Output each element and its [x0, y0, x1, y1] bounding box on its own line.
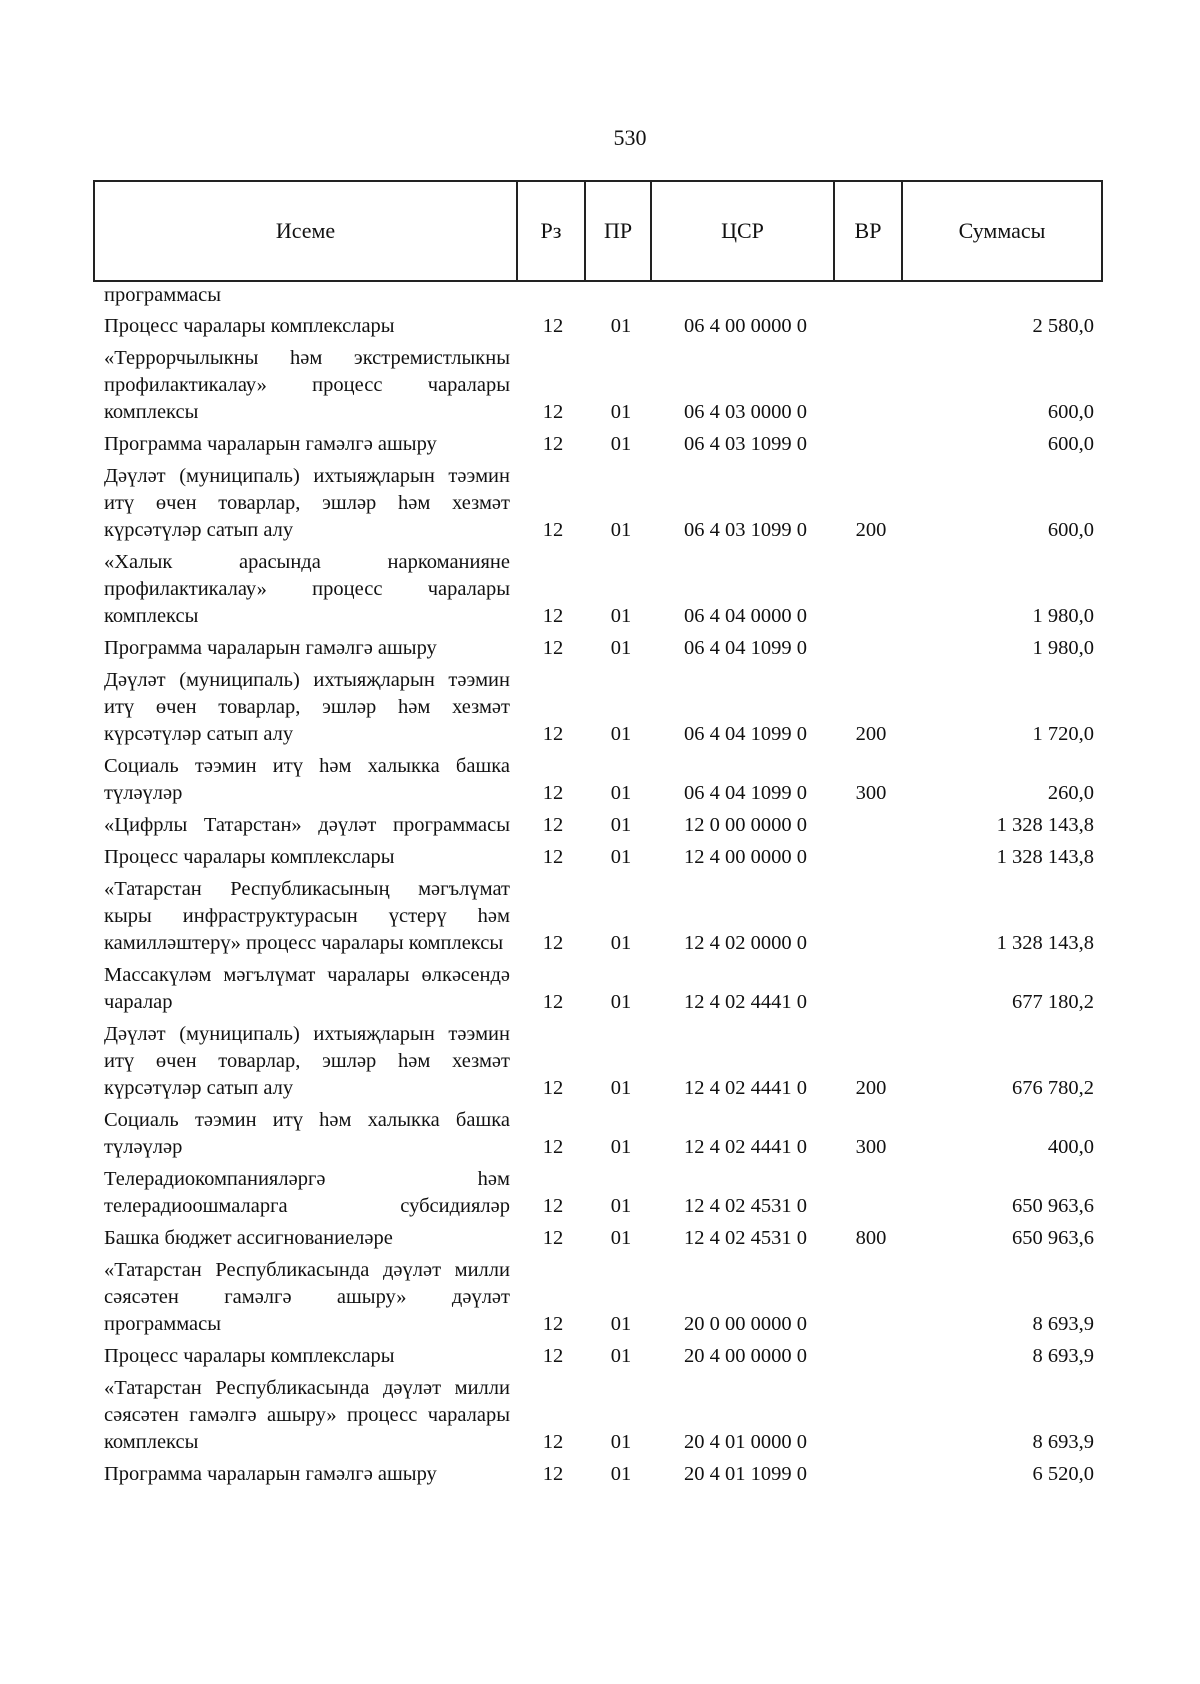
header-rz: Рз: [518, 182, 586, 280]
row-pr: 01: [610, 1463, 632, 1485]
header-pr: ПР: [586, 182, 652, 280]
row-name: «Халык арасында наркоманияне профилактикалау» процесс чаралары комплексы: [104, 551, 510, 627]
header-csr: ЦСР: [652, 182, 835, 280]
row-rz: 12: [542, 1227, 564, 1249]
row-pr: 01: [610, 1431, 632, 1453]
row-name: Социаль тәэмин итү һәм халыкка башка түләүләр: [104, 1109, 510, 1158]
table-row: [104, 345, 1098, 426]
row-pr: 01: [610, 846, 632, 868]
row-sum: 650 963,6: [1012, 1227, 1094, 1249]
row-pr: 01: [610, 401, 632, 423]
row-sum: 1 720,0: [1032, 723, 1094, 745]
row-pr: 01: [610, 1195, 632, 1217]
row-name: «Татарстан Республикасында дәүләт милли сәясәтен гамәлгә ашыру» дәүләт программасы: [104, 1259, 510, 1335]
table-row: [104, 1343, 1098, 1370]
row-sum: 1 980,0: [1032, 637, 1094, 659]
row-pr: 01: [610, 519, 632, 541]
row-csr: 20 4 01 0000 0: [684, 1431, 807, 1453]
header-name: Исеме: [95, 182, 518, 280]
row-pr: 01: [610, 1345, 632, 1367]
row-sum: 8 693,9: [1032, 1313, 1094, 1335]
row-vr: 300: [855, 1136, 887, 1158]
table-row: [104, 844, 1098, 871]
table-row: [104, 667, 1098, 748]
row-pr: 01: [610, 605, 632, 627]
row-sum: 650 963,6: [1012, 1195, 1094, 1217]
table-row: [104, 1375, 1098, 1456]
row-rz: 12: [542, 519, 564, 541]
row-pr: 01: [610, 1227, 632, 1249]
row-csr: 06 4 03 1099 0: [684, 519, 807, 541]
row-csr: 12 4 00 0000 0: [684, 846, 807, 868]
row-pr: 01: [610, 814, 632, 836]
row-sum: 600,0: [1047, 401, 1094, 423]
row-rz: 12: [542, 1077, 564, 1099]
table-row: [104, 313, 1098, 340]
row-csr: 06 4 03 0000 0: [684, 401, 807, 423]
row-pr: 01: [610, 782, 632, 804]
row-rz: 12: [542, 605, 564, 627]
table-row: [104, 962, 1098, 1016]
row-csr: 12 4 02 4441 0: [684, 1077, 807, 1099]
table-row: [104, 635, 1098, 662]
row-csr: 06 4 04 1099 0: [684, 723, 807, 745]
row-csr: 20 0 00 0000 0: [684, 1313, 807, 1335]
row-pr: 01: [610, 932, 632, 954]
row-sum: 8 693,9: [1032, 1431, 1094, 1453]
row-vr: 200: [855, 519, 887, 541]
page-number: 530: [613, 125, 647, 150]
row-name: Башка бюджет ассигнованиеләре: [104, 1227, 393, 1249]
row-rz: 12: [542, 932, 564, 954]
table-row: [104, 463, 1098, 544]
row-name: «Татарстан Республикасының мәгълүмат кыры инфраструктурасын үстерү һәм камилләштерү» процесс чаралары комплексы: [104, 878, 510, 954]
row-sum: 600,0: [1047, 519, 1094, 541]
row-sum: 260,0: [1047, 782, 1094, 804]
row-csr: 06 4 04 1099 0: [684, 637, 807, 659]
row-vr: 800: [855, 1227, 887, 1249]
table-row: [104, 282, 1098, 309]
row-sum: 1 328 143,8: [996, 814, 1094, 836]
row-name: «Татарстан Республикасында дәүләт милли сәясәтен гамәлгә ашыру» процесс чаралары комплексы: [104, 1377, 510, 1453]
row-rz: 12: [542, 1313, 564, 1335]
row-name: Программа чараларын гамәлгә ашыру: [104, 637, 437, 659]
row-name: программасы: [104, 284, 222, 306]
row-pr: 01: [610, 1077, 632, 1099]
row-pr: 01: [610, 433, 632, 455]
row-vr: 200: [855, 723, 887, 745]
row-rz: 12: [542, 315, 564, 337]
table-row: [104, 1461, 1098, 1488]
row-sum: 1 328 143,8: [996, 846, 1094, 868]
row-csr: 12 4 02 4441 0: [684, 1136, 807, 1158]
row-name: Процесс чаралары комплекслары: [104, 315, 395, 337]
table-row: [104, 431, 1098, 458]
row-pr: 01: [610, 991, 632, 1013]
row-name: «Террорчылыкны һәм экстремистлыкны профилактикалау» процесс чаралары комплексы: [104, 347, 510, 423]
row-name: Дәүләт (муниципаль) ихтыяҗларын тәэмин итү өчен товарлар, эшләр һәм хезмәт күрсәтүләр сатып алу: [104, 465, 510, 541]
row-sum: 676 780,2: [1012, 1077, 1094, 1099]
row-name: Социаль тәэмин итү һәм халыкка башка түләүләр: [104, 755, 510, 804]
row-name: Процесс чаралары комплекслары: [104, 846, 395, 868]
row-csr: 12 4 02 4441 0: [684, 991, 807, 1013]
table-row: [104, 1021, 1098, 1102]
row-vr: 200: [855, 1077, 887, 1099]
row-sum: 6 520,0: [1032, 1463, 1094, 1485]
row-name: Программа чараларын гамәлгә ашыру: [104, 433, 437, 455]
row-csr: 20 4 01 1099 0: [684, 1463, 807, 1485]
row-sum: 600,0: [1047, 433, 1094, 455]
row-sum: 1 328 143,8: [996, 932, 1094, 954]
row-csr: 06 4 04 1099 0: [684, 782, 807, 804]
row-rz: 12: [542, 401, 564, 423]
row-pr: 01: [610, 1313, 632, 1335]
row-sum: 677 180,2: [1012, 991, 1094, 1013]
row-rz: 12: [542, 846, 564, 868]
row-name: Массакүләм мәгълүмат чаралары өлкәсендә чаралар: [104, 964, 510, 1013]
header-vr: ВР: [835, 182, 903, 280]
row-sum: 8 693,9: [1032, 1345, 1094, 1367]
row-name: Дәүләт (муниципаль) ихтыяҗларын тәэмин итү өчен товарлар, эшләр һәм хезмәт күрсәтүләр сатып алу: [104, 1023, 510, 1099]
table-row: [104, 1107, 1098, 1161]
table-row: [104, 549, 1098, 630]
row-rz: 12: [542, 1136, 564, 1158]
table-row: [104, 876, 1098, 957]
header-sum: Суммасы: [958, 218, 1046, 243]
row-pr: 01: [610, 723, 632, 745]
row-rz: 12: [542, 723, 564, 745]
row-vr: 300: [855, 782, 887, 804]
row-csr: 12 4 02 0000 0: [684, 932, 807, 954]
table-header: [93, 180, 1103, 282]
row-csr: 12 4 02 4531 0: [684, 1227, 807, 1249]
row-pr: 01: [610, 315, 632, 337]
row-csr: 06 4 04 0000 0: [684, 605, 807, 627]
row-rz: 12: [542, 1431, 564, 1453]
row-sum: 2 580,0: [1032, 315, 1094, 337]
row-rz: 12: [542, 433, 564, 455]
row-name: «Цифрлы Татарстан» дәүләт программасы: [104, 814, 510, 836]
table-row: [104, 1257, 1098, 1338]
row-rz: 12: [542, 991, 564, 1013]
row-name: Дәүләт (муниципаль) ихтыяҗларын тәэмин итү өчен товарлар, эшләр һәм хезмәт күрсәтүләр сатып алу: [104, 669, 510, 745]
row-rz: 12: [542, 1463, 564, 1485]
row-csr: 12 4 02 4531 0: [684, 1195, 807, 1217]
row-name: Телерадиокомпанияләргә һәм телерадиоошмаларга субсидияләр: [104, 1168, 510, 1217]
row-rz: 12: [542, 1195, 564, 1217]
row-rz: 12: [542, 637, 564, 659]
row-pr: 01: [610, 637, 632, 659]
table-row: [104, 812, 1098, 839]
row-csr: 06 4 03 1099 0: [684, 433, 807, 455]
row-csr: 06 4 00 0000 0: [684, 315, 807, 337]
table-row: [104, 1166, 1098, 1220]
row-csr: 20 4 00 0000 0: [684, 1345, 807, 1367]
row-name: Процесс чаралары комплекслары: [104, 1345, 395, 1367]
row-sum: 400,0: [1047, 1136, 1094, 1158]
table-body: [104, 282, 1098, 1493]
table-row: [104, 753, 1098, 807]
row-pr: 01: [610, 1136, 632, 1158]
table-row: [104, 1225, 1098, 1252]
row-rz: 12: [542, 1345, 564, 1367]
row-rz: 12: [542, 814, 564, 836]
row-name: Программа чараларын гамәлгә ашыру: [104, 1463, 437, 1485]
row-sum: 1 980,0: [1032, 605, 1094, 627]
row-rz: 12: [542, 782, 564, 804]
row-csr: 12 0 00 0000 0: [684, 814, 807, 836]
